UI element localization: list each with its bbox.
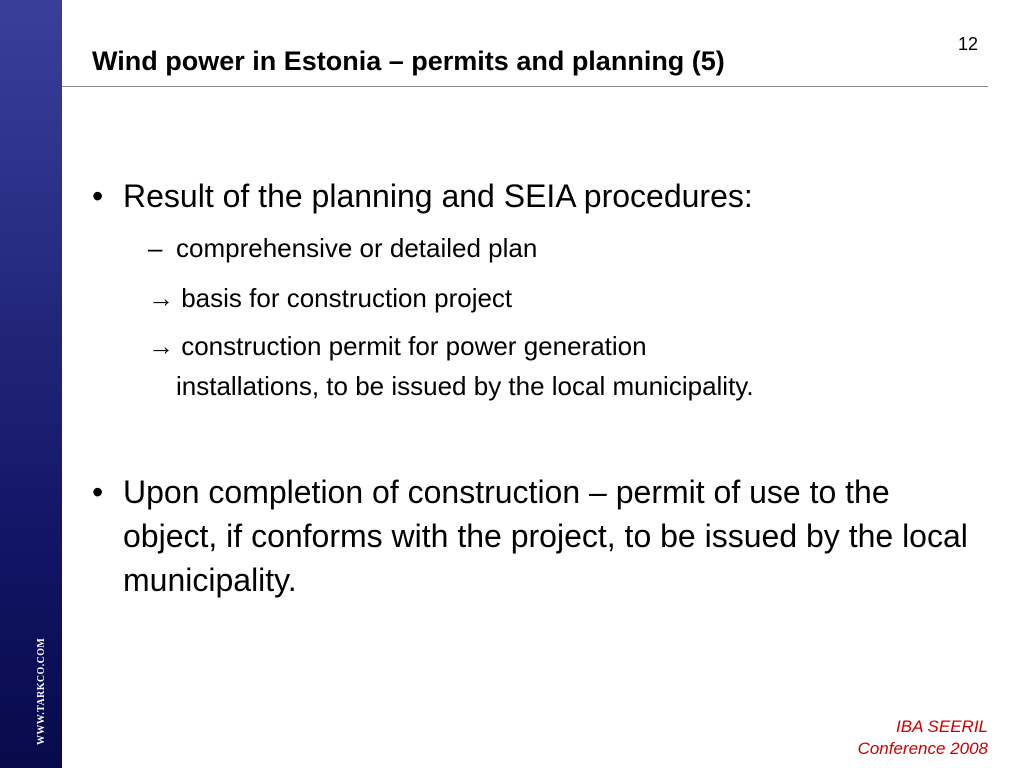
dash-marker: –	[148, 233, 163, 263]
website-label: WWW.TARKCO.COM	[36, 637, 47, 745]
title-divider	[62, 86, 988, 87]
sub-bullet-3	[148, 326, 948, 406]
sub-bullet-line-2-text: installations, to be issued by the local municipality.	[176, 371, 754, 401]
sidebar-band	[0, 0, 62, 768]
bullet-text: Result of the planning and SEIA procedures:	[123, 178, 753, 214]
sub-bullet-text: comprehensive or detailed plan	[176, 233, 538, 263]
bullet-text: Upon completion of construction – permit of use to the object, if conforms with the project, to be issued by the local municipality.	[123, 474, 968, 598]
sub-bullet-text: → basis for construction project	[148, 283, 513, 313]
slide-title: Wind power in Estonia – permits and planning (5)	[92, 46, 725, 76]
sub-bullet-line-2	[148, 366, 754, 406]
sub-bullet-1	[148, 228, 537, 268]
bullet-marker: •	[92, 178, 104, 214]
bullet-item-2	[92, 470, 982, 602]
footer-line-2: Conference 2008	[857, 739, 988, 758]
slide-number: 12	[958, 34, 979, 54]
sub-bullet-2	[148, 278, 512, 318]
bullet-marker: •	[92, 474, 104, 510]
footer-line-1: IBA SEERIL	[896, 717, 988, 736]
footer-conference	[858, 716, 988, 760]
bullet-item-1	[92, 174, 753, 218]
sub-bullet-line-1: → construction permit for power generation	[148, 331, 647, 361]
